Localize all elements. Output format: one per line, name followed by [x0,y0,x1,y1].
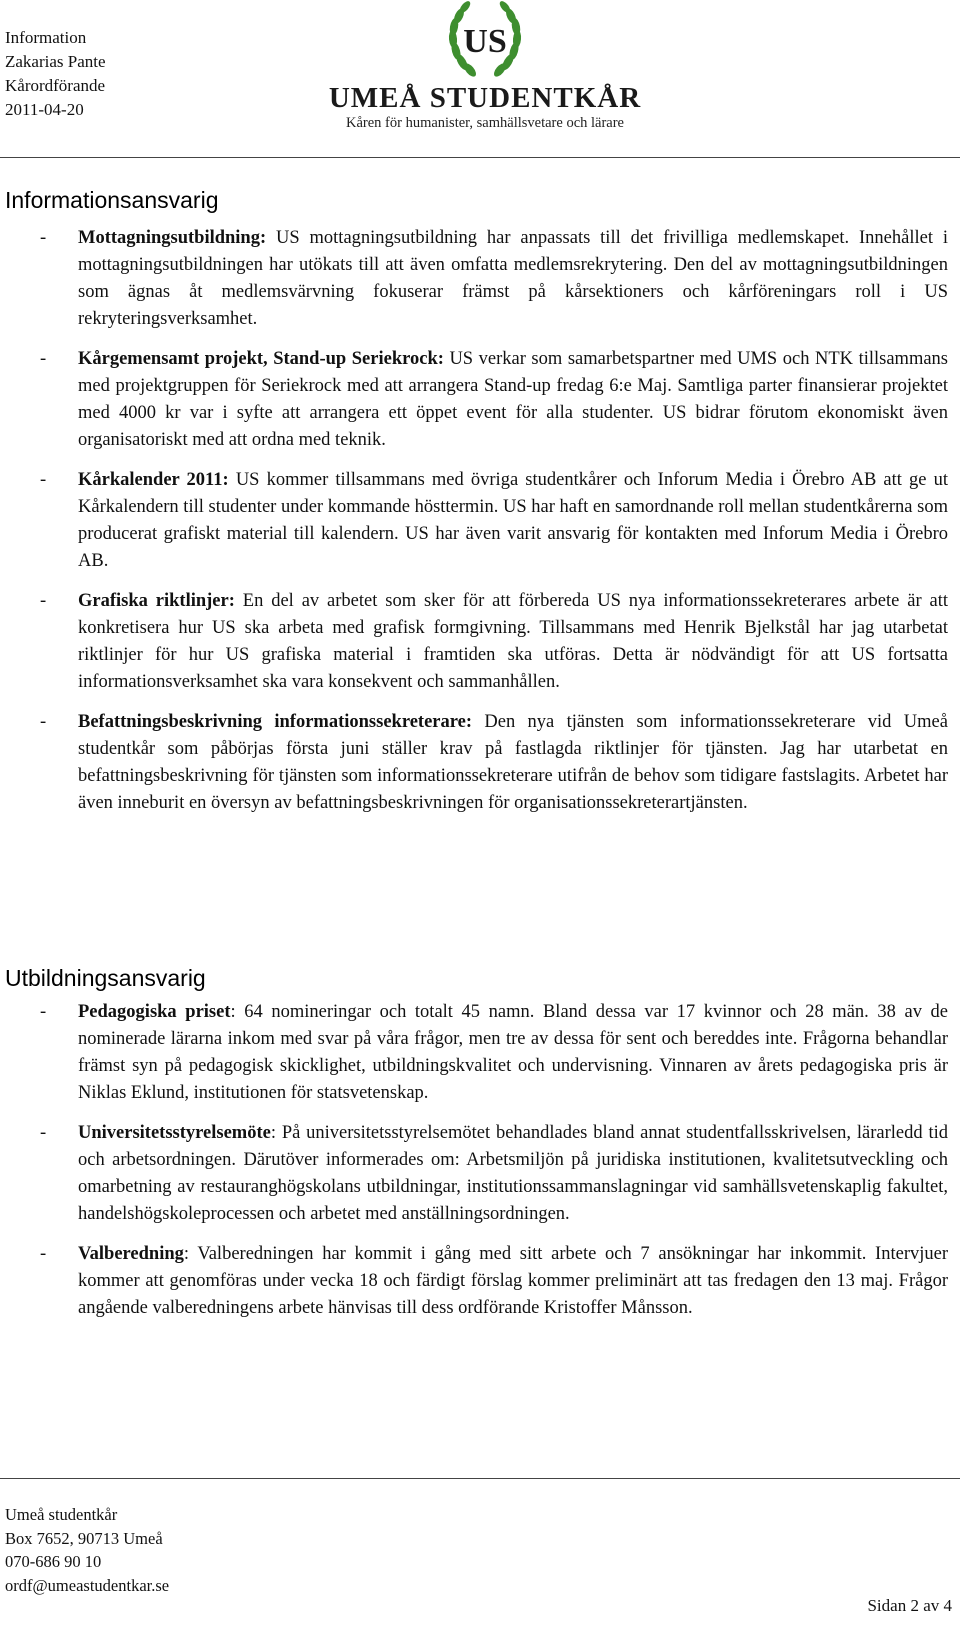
document-meta [5,26,106,122]
list-item: - Universitetsstyrelsemöte: På universitetsstyrelsemötet behandlades bland annat studentfallsskrivelsen, lärarledd tid och arbetsordningen. Därutöver informerades om: Arbetsmiljön på juridiska institutionen, kvalitetsutveckling och omarbetning av restauranghögskolans utbildningar, institutionssammanslagningar vid samhällsvetenskaplig fakultet, handelshögskoleprocessen och arbetet med anställningsordningen. [40,1123,948,1224]
meta-line: 2011-04-20 [5,100,84,119]
footer-divider [0,1478,960,1479]
logo-monogram: US [463,23,507,60]
list-item: - Kårkalender 2011: US kommer tillsammans med övriga studentkårer och Inforum Media i Örebro AB att ge ut Kårkalendern till studenter under kommande hösttermin. US har haft en samordnande roll mellan studentkårerna som producerat grafiskt material till kalendern. US har även varit ansvarig för kontakten med Inforum Media i Örebro AB. [40,470,949,571]
section-heading: Informationsansvarig [5,187,219,213]
logo-subtitle: Kåren för humanister, samhällsvetare och lärare [345,115,624,131]
list-item: - Kårgemensamt projekt, Stand-up Seriekrock: US verkar som samarbetspartner med UMS och NTK tillsammans med projektgruppen för Seriekrock med att arrangera Stand-up fredag 6:e Maj. Samtliga parter finansierar projektet med 4000 kr var i syfte att arrangera ett öppet event för alla studenter. US bidrar förutom ekonomiskt även organisatoriskt med att ordna med teknik. [40,349,948,450]
item-text: En del av arbetet som sker för att förbereda US nya informationssekreterares arbete är att konkretisera hur US ska arbeta med grafisk formgivning. Tillsammans med Henrik Bjelkstål har jag utarbetat riktlinjer för hur US grafiska material i framtiden ska utföras. Detta är nödvändigt för att US fortsatta informationsverksamhet ska vara konsekvent och sammanhållen. [78,591,948,692]
footer-line: Umeå studentkår [5,1505,118,1524]
list-item: - Befattningsbeskrivning informationssekreterare: Den nya tjänsten som informationssekreterare vid Umeå studentkår som påbörjas första juni ställer krav på fastlagda riktlinjer för tjänsten. Jag har utarbetat en befattningsbeskrivning för tjänsten som informationssekreterare utifrån de behov som tidigare fastslagits. Arbetet har även inneburit en översyn av befattningsbeskrivningen för organisationssekreterartjänsten. [40,712,948,813]
list-item: - Valberedning: Valberedningen har kommit i gång med sitt arbete och 7 ansökningar har inkommit. Intervjuer kommer att genomföras under vecka 18 och färdigt förslag kommer preliminärt att tas fredagen den 13 maj. Frågor angående valberedningens arbete hänvisas till dess ordförande Kristoffer Månsson. [40,1244,948,1318]
section-heading: Utbildningsansvarig [5,965,206,991]
item-label: Universitetsstyrelsemöte [78,1123,271,1143]
item-label: Pedagogiska priset [78,1002,231,1022]
meta-line: Kårordförande [5,76,106,95]
item-label: Valberedning [78,1244,184,1264]
item-text: : Valberedningen har kommit i gång med sitt arbete och 7 ansökningar har inkommit. Intervjuer kommer att genomföras under vecka 18 och färdigt förslag kommer preliminärt att tas fredagen den 13 maj. Frågor angående valberedningens arbete hänvisas till dess ordförande Kristoffer Månsson. [78,1244,948,1318]
item-text: : 64 nomineringar och totalt 45 namn. Bland dessa var 17 kvinnor och 28 män. 38 av de nominerade lärarna inkom med svar på våra frågor, men tre av dessa för sent och bereddes inte. Frågorna behandlar främst syn på pedagogisk skicklighet, utbildningskvalitet och undervisning. Vinnaren av årets pedagogiska pris är Niklas Eklund, institutionen för statsvetenskap. [78,1002,949,1103]
header-divider [0,157,960,158]
item-label: Mottagningsutbildning: [78,228,267,248]
section-utbildningsansvarig [0,999,960,1322]
item-text: US kommer tillsammans med övriga studentkårer och Inforum Media i Örebro AB att ge ut Kårkalendern till studenter under kommande hösttermin. US har haft en samordnande roll mellan studentkårerna som producerat grafiskt material till kalendern. US har även varit ansvarig för kontakten med Inforum Media i Örebro AB. [78,470,949,571]
logo-title: UMEÅ STUDENTKÅR [328,82,642,114]
item-text: US mottagningsutbildning har anpassats till det frivilliga medlemskapet. Innehållet i mottagningsutbildningen har utökats till att även omfatta medlemsrekrytering. Den del av mottagningsutbildningen som ägnas åt medlemsvärvning fokuserar främst på kårsektioners och kårföreningars roll i US rekryteringsverksamhet. [78,228,948,329]
item-text: Den nya tjänsten som informationssekreterare vid Umeå studentkår som påbörjas första juni ställer krav på fastlagda riktlinjer för tjänsten. Jag har utarbetat en befattningsbeskrivning för tjänsten som informationssekreterare utifrån de behov som tidigare fastslagits. Arbetet har även inneburit en översyn av befattningsbeskrivningen för organisationssekreterartjänsten. [78,712,948,813]
item-label: Kårgemensamt projekt, Stand-up Seriekrock: [78,349,444,369]
page-number: Sidan 2 av 4 [867,1596,952,1615]
item-text: : På universitetsstyrelsemötet behandlades bland annat studentfallsskrivelsen, lärarledd tid och arbetsordningen. Därutöver informerades om: Arbetsmiljön på juridiska institutionen, kvalitetsutveckling och omarbetning av restauranghögskolans utbildningar, institutionssammanslagningar vid samhällsvetenskaplig fakultet, handelshögskoleprocessen och arbetet med anställningsordningen. [78,1123,948,1224]
list-item: - Pedagogiska priset: 64 nomineringar och totalt 45 namn. Bland dessa var 17 kvinnor och 28 män. 38 av de nominerade lärarna inkom med svar på våra frågor, men tre av dessa för sent och bereddes inte. Frågorna behandlar främst syn på pedagogisk skicklighet, utbildningskvalitet och undervisning. Vinnaren av årets pedagogiska pris är Niklas Eklund, institutionen för statsvetenskap. [40,1002,949,1103]
item-label: Grafiska riktlinjer: [78,591,235,611]
meta-line: Information [5,28,87,47]
umea-studentkar-logo [320,0,650,140]
meta-line: Zakarias Pante [5,52,106,71]
footer-email: ordf@umeastudentkar.se [5,1575,170,1595]
footer-address [5,1503,169,1597]
list-item: - Grafiska riktlinjer: En del av arbetet som sker för att förbereda US nya informationssekreterares arbete är att konkretisera hur US ska arbeta med grafisk formgivning. Tillsammans med Henrik Bjelkstål har jag utarbetat riktlinjer för hur US grafiska material i framtiden ska utföras. Detta är nödvändigt för att US fortsatta informationsverksamhet ska vara konsekvent och sammanhållen. [40,591,948,692]
footer-line: 070-686 90 10 [5,1552,102,1571]
item-text: US verkar som samarbetspartner med UMS och NTK tillsammans med projektgruppen för Seriekrock med att arrangera Stand-up fredag 6:e Maj. Samtliga parter finansierar projektet med 4000 kr var i syfte att arrangera ett öppet event för alla studenter. US bidrar förutom ekonomiskt även organisatoriskt med att ordna med teknik. [78,349,948,450]
item-label: Befattningsbeskrivning informationssekreterare: [78,712,472,732]
laurel-wreath-icon [430,0,540,82]
section-informationsansvarig [0,225,960,817]
item-label: Kårkalender 2011: [78,470,229,490]
footer-line: Box 7652, 90713 Umeå [5,1528,163,1548]
list-item: - Mottagningsutbildning: US mottagningsutbildning har anpassats till det frivilliga medlemskapet. Innehållet i mottagningsutbildningen har utökats till att även omfatta medlemsrekrytering. Den del av mottagningsutbildningen som ägnas åt medlemsvärvning fokuserar främst på kårsektioners och kårföreningars roll i US rekryteringsverksamhet. [40,228,948,329]
